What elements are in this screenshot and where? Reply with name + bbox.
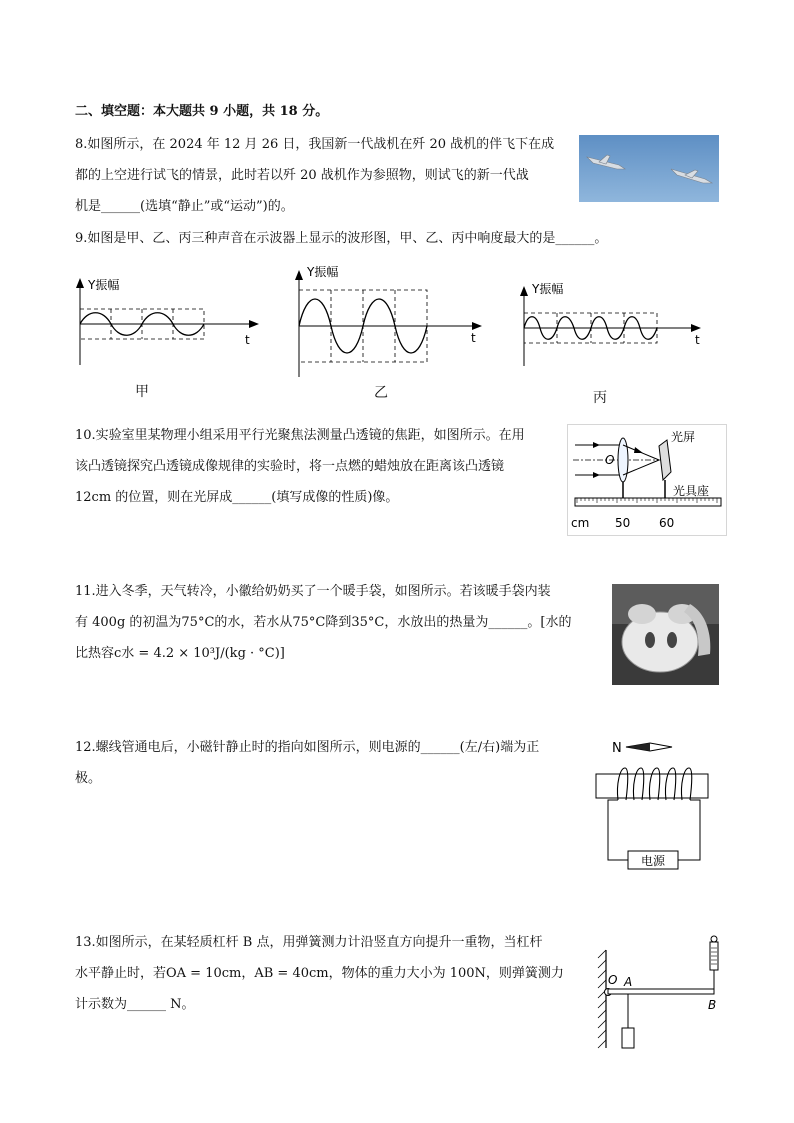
q10-line2: 该凸透镜探究凸透镜成像规律的实验时，将一点燃的蜡烛放在距离该凸透镜 xyxy=(75,459,505,474)
q13-line1: 13.如图所示，在某轻质杠杆 B 点，用弹簧测力计沿竖直方向提升一重物，当杠杆 xyxy=(75,935,543,950)
q9-graph-jia xyxy=(65,270,265,380)
q9-caption-bing: 丙 xyxy=(593,390,607,406)
q11-line1: 11.进入冬季，天气转冷，小徽给奶奶买了一个暖手袋，如图所示。若该暖手袋内装 xyxy=(75,584,551,599)
q10-unit-label: cm xyxy=(571,516,590,530)
q10-o-label: O xyxy=(605,453,615,467)
q9-caption-jia: 甲 xyxy=(135,384,149,400)
q8-line1: 8.如图所示，在 2024 年 12 月 26 日，我国新一代战机在歼 20 战机的伴飞下在成 xyxy=(75,137,555,152)
q10-lens-diagram xyxy=(567,424,727,536)
q9-graph-yi xyxy=(284,262,490,384)
q12-power-label: 电源 xyxy=(641,854,666,868)
q9-yi-ylabel: Y振幅 xyxy=(307,265,339,279)
section-title: 二、填空题：本大题共 9 小题，共 18 分。 xyxy=(75,104,329,119)
q9-bing-xlabel: t xyxy=(695,333,700,347)
q8-line2: 都的上空进行试飞的情景，此时若以歼 20 战机作为参照物，则试飞的新一代战 xyxy=(75,168,529,183)
q12-line2: 极。 xyxy=(75,771,102,786)
q11-line2: 有 400g 的初温为75°C的水，若水从75°C降到35°C，水放出的热量为______。[水的 xyxy=(75,615,572,630)
q10-mark-50: 50 xyxy=(615,516,631,530)
q10-line3: 12cm 的位置，则在光屏成______(填写成像的性质)像。 xyxy=(75,490,399,505)
q9-jia-ylabel: Y振幅 xyxy=(88,278,120,292)
q10-seat-label: 光具座 xyxy=(673,484,710,498)
q9-yi-xlabel: t xyxy=(471,331,476,345)
q9-jia-xlabel: t xyxy=(245,333,250,347)
q12-n-label: N xyxy=(612,741,622,756)
q13-o-label: O xyxy=(608,973,618,987)
q11-line3: 比热容c水 = 4.2 × 10³J/(kg · °C)] xyxy=(75,646,285,661)
q12-line1: 12.螺线管通电后，小磁针静止时的指向如图所示，则电源的______(左/右)端为正 xyxy=(75,740,540,755)
q13-line2: 水平静止时，若OA = 10cm，AB = 40cm，物体的重力大小为 100N，则弹簧测力 xyxy=(75,966,564,981)
q9-bing-ylabel: Y振幅 xyxy=(532,282,564,296)
q9-graph-bing xyxy=(509,278,711,370)
q10-line1: 10.实验室里某物理小组采用平行光聚焦法测量凸透镜的焦距，如图所示。在用 xyxy=(75,428,525,443)
q10-mark-60: 60 xyxy=(659,516,675,530)
q8-line3: 机是______(选填“静止”或“运动”)的。 xyxy=(75,199,294,214)
q9-caption-yi: 乙 xyxy=(374,385,388,401)
q13-a-label: A xyxy=(624,975,633,989)
q13-line3: 计示数为______ N。 xyxy=(75,997,195,1012)
q8-jets-photo xyxy=(579,135,719,202)
q13-lever-diagram xyxy=(594,930,728,1054)
q11-hand-warmer-photo xyxy=(612,584,719,685)
q10-screen-label: 光屏 xyxy=(671,430,696,444)
q13-b-label: B xyxy=(708,998,717,1012)
q9-line1: 9.如图是甲、乙、丙三种声音在示波器上显示的波形图，甲、乙、丙中响度最大的是______。 xyxy=(75,231,608,246)
q12-solenoid-diagram xyxy=(588,734,723,876)
